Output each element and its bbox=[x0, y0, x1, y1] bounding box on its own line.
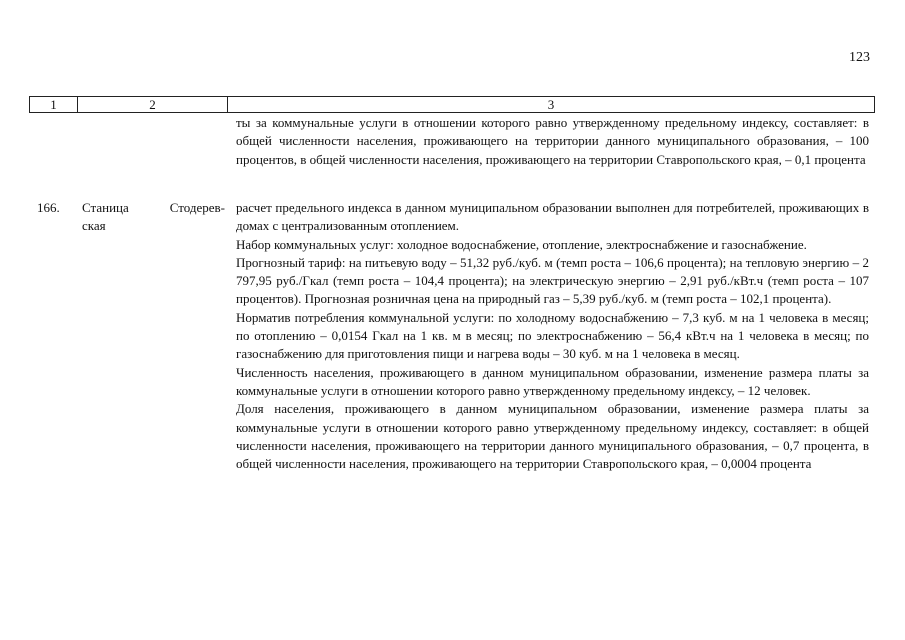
entry-paragraph-population: Численность населения, проживающего в данном муниципальном образовании, изменение размера платы за коммунальные услуги в отношении которого равно утвержденному предельному индексу, – 12 человек. bbox=[236, 364, 869, 398]
column-header-1: 1 bbox=[30, 97, 78, 112]
entry-paragraph-share: Доля населения, проживающего в данном муниципальном образовании, изменение размера платы за коммунальные услуги в отношении которого равно утвержденному предельному индексу, составляет: в общей численности населения, проживающего на территории данного муниципального образования, – 0,7 процента, в общей численности населения, проживающего на территории Ставропольского края, – 0,0004 процента bbox=[236, 401, 869, 472]
column-header-3: 3 bbox=[547, 97, 555, 112]
continuation-paragraph: ты за коммунальные услуги в отношении которого равно утвержденному предельному индексу, составляет: в общей численности населения, проживающего на территории данного муниципального образования, – 100 процентов, в общей численности населения, проживающего на территории Ставропольского края, – 0,1 процента bbox=[236, 115, 869, 167]
entry-number: 166. bbox=[37, 200, 60, 215]
entry-description bbox=[236, 199, 869, 473]
page-number: 123 bbox=[849, 50, 870, 65]
entry-name-line-1: Станица Стодерев- bbox=[82, 200, 225, 215]
entry-name bbox=[82, 199, 225, 236]
entry-paragraph-scope: расчет предельного индекса в данном муниципальном образовании выполнен для потребителей, проживающих в домах с централизованным отоплением. bbox=[236, 200, 869, 234]
table-header bbox=[29, 96, 875, 113]
entry-paragraph-tariffs: Прогнозный тариф: на питьевую воду – 51,32 руб./куб. м (темп роста – 106,6 процента); на тепловую энергию – 2 797,95 руб./Гкал (темп роста – 104,4 процента); на электрическую энергию – 2,91 руб./кВт.ч (темп роста – 107 процентов). Прогнозная розничная цена на природный газ – 5,39 руб./куб. м (темп роста – 102,1 процента). bbox=[236, 254, 869, 307]
column-header-2: 2 bbox=[78, 97, 228, 112]
entry-paragraph-services: Набор коммунальных услуг: холодное водоснабжение, отопление, электроснабжение и газоснабжение. bbox=[236, 236, 807, 252]
entry-name-line-2: ская bbox=[82, 218, 106, 234]
continuation-text-block bbox=[236, 114, 869, 169]
entry-paragraph-norms: Норматив потребления коммунальной услуги: по холодному водоснабжению – 7,3 куб. м на 1 человека в месяц; по отоплению – 0,0154 Гкал на 1 кв. м в месяц; по электроснабжению – 56,4 кВт.ч на 1 человека в месяц; по газоснабжению для приготовления пищи и нагрева воды – 30 куб. м на 1 человека в месяц. bbox=[236, 309, 869, 362]
